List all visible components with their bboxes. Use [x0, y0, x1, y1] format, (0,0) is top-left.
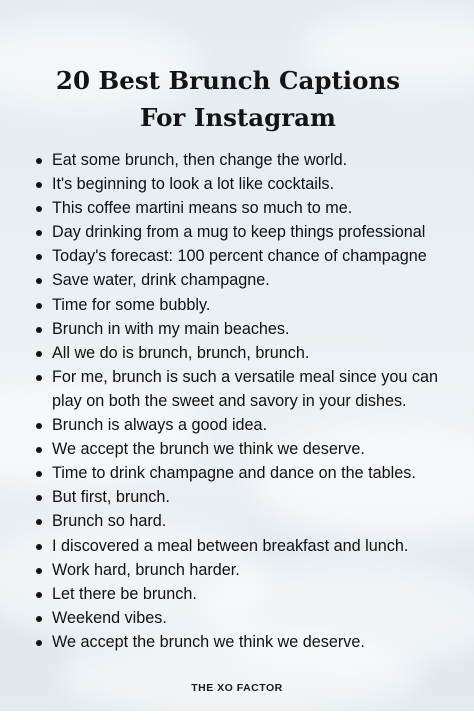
bullet-icon: [36, 423, 42, 429]
bullet-icon: [36, 303, 42, 309]
list-item: [34, 317, 464, 341]
bullet-icon: [36, 351, 42, 357]
bullet-icon: [36, 182, 42, 188]
caption-text: We accept the brunch we think we deserve.: [52, 632, 365, 651]
caption-text: Time to drink champagne and dance on the tables.: [52, 464, 416, 483]
bullet-icon: [36, 471, 42, 477]
bullet-icon: [36, 158, 42, 164]
brand-footer: THE XO FACTOR: [191, 682, 283, 694]
list-item: [34, 413, 464, 437]
bullet-icon: [36, 640, 42, 646]
list-item: [34, 534, 464, 558]
list-item: [34, 461, 464, 485]
list-item: [34, 172, 464, 196]
caption-text: Eat some brunch, then change the world.: [52, 151, 348, 169]
caption-text: Today's forecast: 100 percent chance of champagne: [52, 247, 427, 266]
list-item: [34, 485, 464, 509]
caption-text: It's beginning to look a lot like cocktails.: [52, 175, 335, 194]
bullet-icon: [36, 375, 42, 381]
bullet-icon: [36, 447, 42, 453]
list-item: [34, 244, 464, 268]
page-title: [0, 62, 474, 136]
caption-text: Day drinking from a mug to keep things professional: [52, 223, 426, 242]
caption-text: Work hard, brunch harder.: [52, 560, 240, 579]
bullet-icon: [36, 206, 42, 212]
caption-text: I discovered a meal between breakfast and lunch.: [52, 536, 409, 555]
bullet-icon: [36, 519, 42, 525]
bullet-icon: [36, 592, 42, 598]
title-line-1: 20 Best Brunch Captions: [55, 66, 401, 95]
bullet-icon: [36, 254, 42, 260]
caption-text: Let there be brunch.: [52, 584, 197, 603]
list-item: [34, 341, 464, 365]
caption-text: For me, brunch is such a versatile meal since you can play on both the sweet and savory in your dishes.: [52, 367, 438, 410]
list-item: [34, 509, 464, 533]
caption-text: But first, brunch.: [52, 488, 170, 507]
caption-text: Save water, drink champagne.: [52, 271, 270, 290]
captions-list: [34, 148, 464, 654]
caption-text: This coffee martini means so much to me.: [52, 199, 353, 218]
caption-text: Brunch is always a good idea.: [52, 416, 268, 435]
list-item: [34, 558, 464, 582]
list-item: [34, 365, 464, 413]
caption-text: Brunch in with my main beaches.: [52, 319, 290, 338]
caption-text: We accept the brunch we think we deserve.: [52, 440, 365, 459]
bullet-icon: [36, 616, 42, 622]
list-item: [34, 293, 464, 317]
caption-text: Weekend vibes.: [52, 608, 167, 627]
list-item: [34, 268, 464, 292]
list-item: [34, 437, 464, 461]
caption-text: All we do is brunch, brunch, brunch.: [52, 343, 310, 362]
bullet-icon: [36, 544, 42, 550]
bullet-icon: [36, 495, 42, 501]
list-item: [34, 196, 464, 220]
title-line-2: For Instagram: [140, 103, 336, 132]
list-item: [34, 582, 464, 606]
bullet-icon: [36, 327, 42, 333]
caption-text: Brunch so hard.: [52, 512, 167, 531]
list-item: [34, 148, 464, 172]
list-item: [34, 220, 464, 244]
list-item: [34, 606, 464, 630]
caption-text: Time for some bubbly.: [52, 295, 211, 314]
bullet-icon: [36, 568, 42, 574]
bullet-icon: [36, 278, 42, 284]
bullet-icon: [36, 230, 42, 236]
list-item: [34, 630, 464, 654]
